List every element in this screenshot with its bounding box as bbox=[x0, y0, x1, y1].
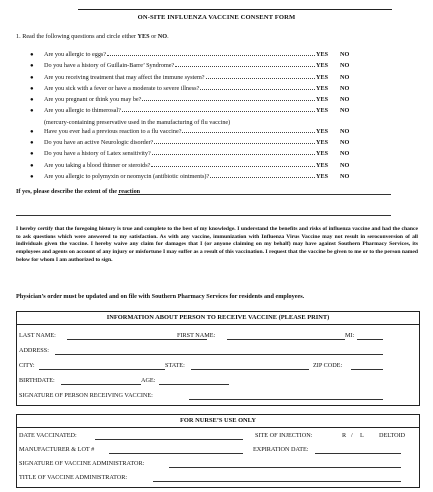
yes-option[interactable]: YES bbox=[316, 161, 329, 169]
dot-leader bbox=[152, 154, 315, 155]
dot-leader bbox=[154, 143, 315, 144]
zip-field[interactable] bbox=[351, 369, 383, 370]
yes-option[interactable]: YES bbox=[316, 127, 329, 135]
state-label: STATE: bbox=[165, 362, 185, 369]
recipient-signature-field[interactable] bbox=[189, 399, 383, 400]
mi-field[interactable] bbox=[357, 339, 383, 340]
question-row bbox=[30, 162, 360, 173]
form-title: ON-SITE INFLUENZA VACCINE CONSENT FORM bbox=[137, 14, 296, 21]
mi-label: MI: bbox=[345, 332, 355, 339]
admin-title-field[interactable] bbox=[153, 481, 401, 482]
expiration-label: EXPIRATION DATE: bbox=[253, 446, 309, 453]
question-row bbox=[30, 150, 360, 161]
bullet-icon: ● bbox=[30, 85, 34, 92]
no-option[interactable]: NO bbox=[340, 161, 350, 169]
question-note bbox=[30, 119, 360, 128]
yes-option[interactable]: YES bbox=[316, 96, 329, 104]
state-field[interactable] bbox=[191, 369, 309, 370]
bullet-icon: ● bbox=[30, 108, 34, 115]
question-row bbox=[30, 62, 360, 73]
first-name-field[interactable] bbox=[227, 339, 345, 340]
question-text: Are you allergic to eggs? bbox=[44, 51, 107, 58]
question-text: Are you allergic to thimerosal? bbox=[44, 107, 121, 115]
question-text: Are you pregnant or think you may be? bbox=[44, 96, 142, 104]
site-separator: / bbox=[351, 432, 353, 439]
nurse-use-header: FOR NURSE’S USE ONLY bbox=[180, 417, 256, 424]
question-text: Have you ever had a previous reaction to a flu vaccine? bbox=[44, 127, 182, 135]
dot-leader bbox=[142, 100, 315, 101]
question-text: Are you receiving treatment that may affect the immune system? bbox=[44, 73, 205, 81]
dot-leader bbox=[122, 111, 315, 112]
site-of-injection-label: SITE OF INJECTION: bbox=[255, 432, 313, 439]
no-option[interactable]: NO bbox=[340, 62, 350, 70]
bullet-icon: ● bbox=[30, 173, 34, 180]
bullet-icon: ● bbox=[30, 52, 34, 58]
question-text: Are you allergic to polymyxin or neomycin (antibiotic ointments)? bbox=[44, 172, 210, 180]
no-option[interactable]: NO bbox=[340, 84, 350, 92]
question-row bbox=[30, 74, 360, 85]
question-row bbox=[30, 173, 360, 184]
manufacturer-label: MANUFACTURER & LOT # bbox=[19, 446, 95, 453]
bullet-icon: ● bbox=[30, 162, 34, 169]
question-row bbox=[30, 85, 360, 96]
first-name-label: FIRST NAME: bbox=[177, 332, 216, 339]
physician-note: Physician’s order must be updated and on file with Southern Pharmacy Services for residents and employees. bbox=[16, 293, 305, 300]
birthdate-field[interactable] bbox=[61, 384, 141, 385]
instruction-no: NO bbox=[157, 33, 168, 40]
site-right-option[interactable]: R bbox=[342, 432, 347, 439]
question-row bbox=[30, 51, 360, 62]
describe-reaction-field-2[interactable] bbox=[16, 215, 391, 216]
recipient-info-header: INFORMATION ABOUT PERSON TO RECEIVE VACCINE (PLEASE PRINT) bbox=[106, 314, 330, 321]
describe-reaction-label: If yes, please describe the extent of the reaction bbox=[16, 188, 141, 195]
no-option[interactable]: NO bbox=[340, 127, 350, 135]
admin-title-label: TITLE OF VACCINE ADMINISTRATOR: bbox=[19, 474, 128, 481]
age-field[interactable] bbox=[159, 384, 229, 385]
city-field[interactable] bbox=[39, 369, 165, 370]
question-text: Are you taking a blood thinner or steroids? bbox=[44, 161, 151, 169]
last-name-label: LAST NAME: bbox=[19, 332, 56, 339]
site-left-option[interactable]: L bbox=[360, 432, 364, 439]
dot-leader bbox=[151, 166, 315, 167]
admin-signature-label: SIGNATURE OF VACCINE ADMINISTRATOR: bbox=[19, 460, 145, 467]
instruction-text: 1. Read the following questions and circle either bbox=[16, 33, 138, 40]
no-option[interactable]: NO bbox=[340, 51, 350, 58]
describe-reaction-field[interactable] bbox=[118, 194, 391, 195]
top-rule bbox=[78, 9, 392, 10]
question-text: Do you have a history of Guillain-Barre’ Syndrome? bbox=[44, 62, 175, 70]
no-option[interactable]: NO bbox=[340, 172, 350, 180]
no-option[interactable]: NO bbox=[340, 107, 350, 115]
yes-option[interactable]: YES bbox=[316, 139, 329, 147]
instruction-yes: YES bbox=[137, 33, 150, 40]
no-option[interactable]: NO bbox=[340, 96, 350, 104]
question-row bbox=[30, 139, 360, 150]
header-rule bbox=[17, 324, 419, 325]
yes-option[interactable]: YES bbox=[316, 62, 329, 70]
yes-option[interactable]: YES bbox=[316, 51, 329, 58]
expiration-field[interactable] bbox=[315, 453, 401, 454]
question-row bbox=[30, 128, 360, 139]
address-field[interactable] bbox=[55, 354, 383, 355]
manufacturer-field[interactable] bbox=[109, 453, 243, 454]
question-text: Do you have an active Neurologic disorder? bbox=[44, 139, 154, 147]
recipient-info-box bbox=[16, 311, 420, 406]
bullet-icon: ● bbox=[30, 151, 34, 158]
nurse-use-box bbox=[16, 414, 420, 488]
header-rule bbox=[17, 427, 419, 428]
question-row bbox=[30, 96, 360, 107]
yes-option[interactable]: YES bbox=[316, 84, 329, 92]
question-text: Do you have a history of Latex sensitivity? bbox=[44, 150, 151, 158]
date-vaccinated-field[interactable] bbox=[95, 439, 243, 440]
bullet-icon: ● bbox=[30, 74, 34, 81]
city-label: CITY: bbox=[19, 362, 35, 369]
admin-signature-field[interactable] bbox=[169, 467, 401, 468]
yes-option[interactable]: YES bbox=[316, 172, 329, 180]
zip-label: ZIP CODE: bbox=[313, 362, 343, 369]
dot-leader bbox=[182, 132, 315, 133]
yes-option[interactable]: YES bbox=[316, 150, 329, 158]
dot-leader bbox=[107, 55, 315, 56]
address-label: ADDRESS: bbox=[19, 347, 49, 354]
instruction-end: . bbox=[167, 33, 169, 40]
last-name-field[interactable] bbox=[67, 339, 207, 340]
question-text: Are you sick with a fever or have a moderate to severe illness? bbox=[44, 84, 200, 92]
bullet-icon: ● bbox=[30, 97, 34, 104]
dot-leader bbox=[200, 89, 315, 90]
question-row bbox=[30, 107, 360, 118]
question-list bbox=[30, 51, 360, 184]
dot-leader bbox=[175, 66, 315, 67]
thimerosal-note: (mercury-containing preservative used in the manufacturing of flu vaccine) bbox=[44, 118, 231, 126]
age-label: AGE: bbox=[141, 377, 156, 384]
certification-text: I hereby certify that the foregoing history is true and complete to the best of my knowledge. I understand the benefits and risks of influenza vaccine and had the chance to ask questions which were answered to my satisfaction. As with any vaccine, immunization with Influenza Virus Vaccine may not result in seroconversion of all individuals given the vaccine. I hereby waive any claim for damages that I (or anyone claiming on my behalf) may have against Southern Pharmacy Services, its employees and agents on account of any injury or misfortune I may suffer as a result of this vaccination. I request that the vaccine be given to me or to the person named below for whom I am authorized to sign. bbox=[16, 226, 418, 263]
yes-option[interactable]: YES bbox=[316, 73, 329, 81]
date-vaccinated-label: DATE VACCINATED: bbox=[19, 432, 77, 439]
no-option[interactable]: NO bbox=[340, 150, 350, 158]
yes-option[interactable]: YES bbox=[316, 107, 329, 115]
dot-leader bbox=[210, 177, 315, 178]
no-option[interactable]: NO bbox=[340, 139, 350, 147]
recipient-signature-label: SIGNATURE OF PERSON RECEIVING VACCINE: bbox=[19, 392, 153, 399]
instruction-or: or bbox=[149, 33, 158, 40]
bullet-icon: ● bbox=[30, 63, 34, 70]
bullet-icon: ● bbox=[30, 128, 34, 135]
bullet-icon: ● bbox=[30, 140, 34, 147]
site-deltoid-option[interactable]: DELTOID bbox=[379, 432, 406, 439]
instruction-line bbox=[16, 33, 169, 40]
dot-leader bbox=[206, 78, 315, 79]
birthdate-label: BIRTHDATE: bbox=[19, 377, 55, 384]
no-option[interactable]: NO bbox=[340, 73, 350, 81]
